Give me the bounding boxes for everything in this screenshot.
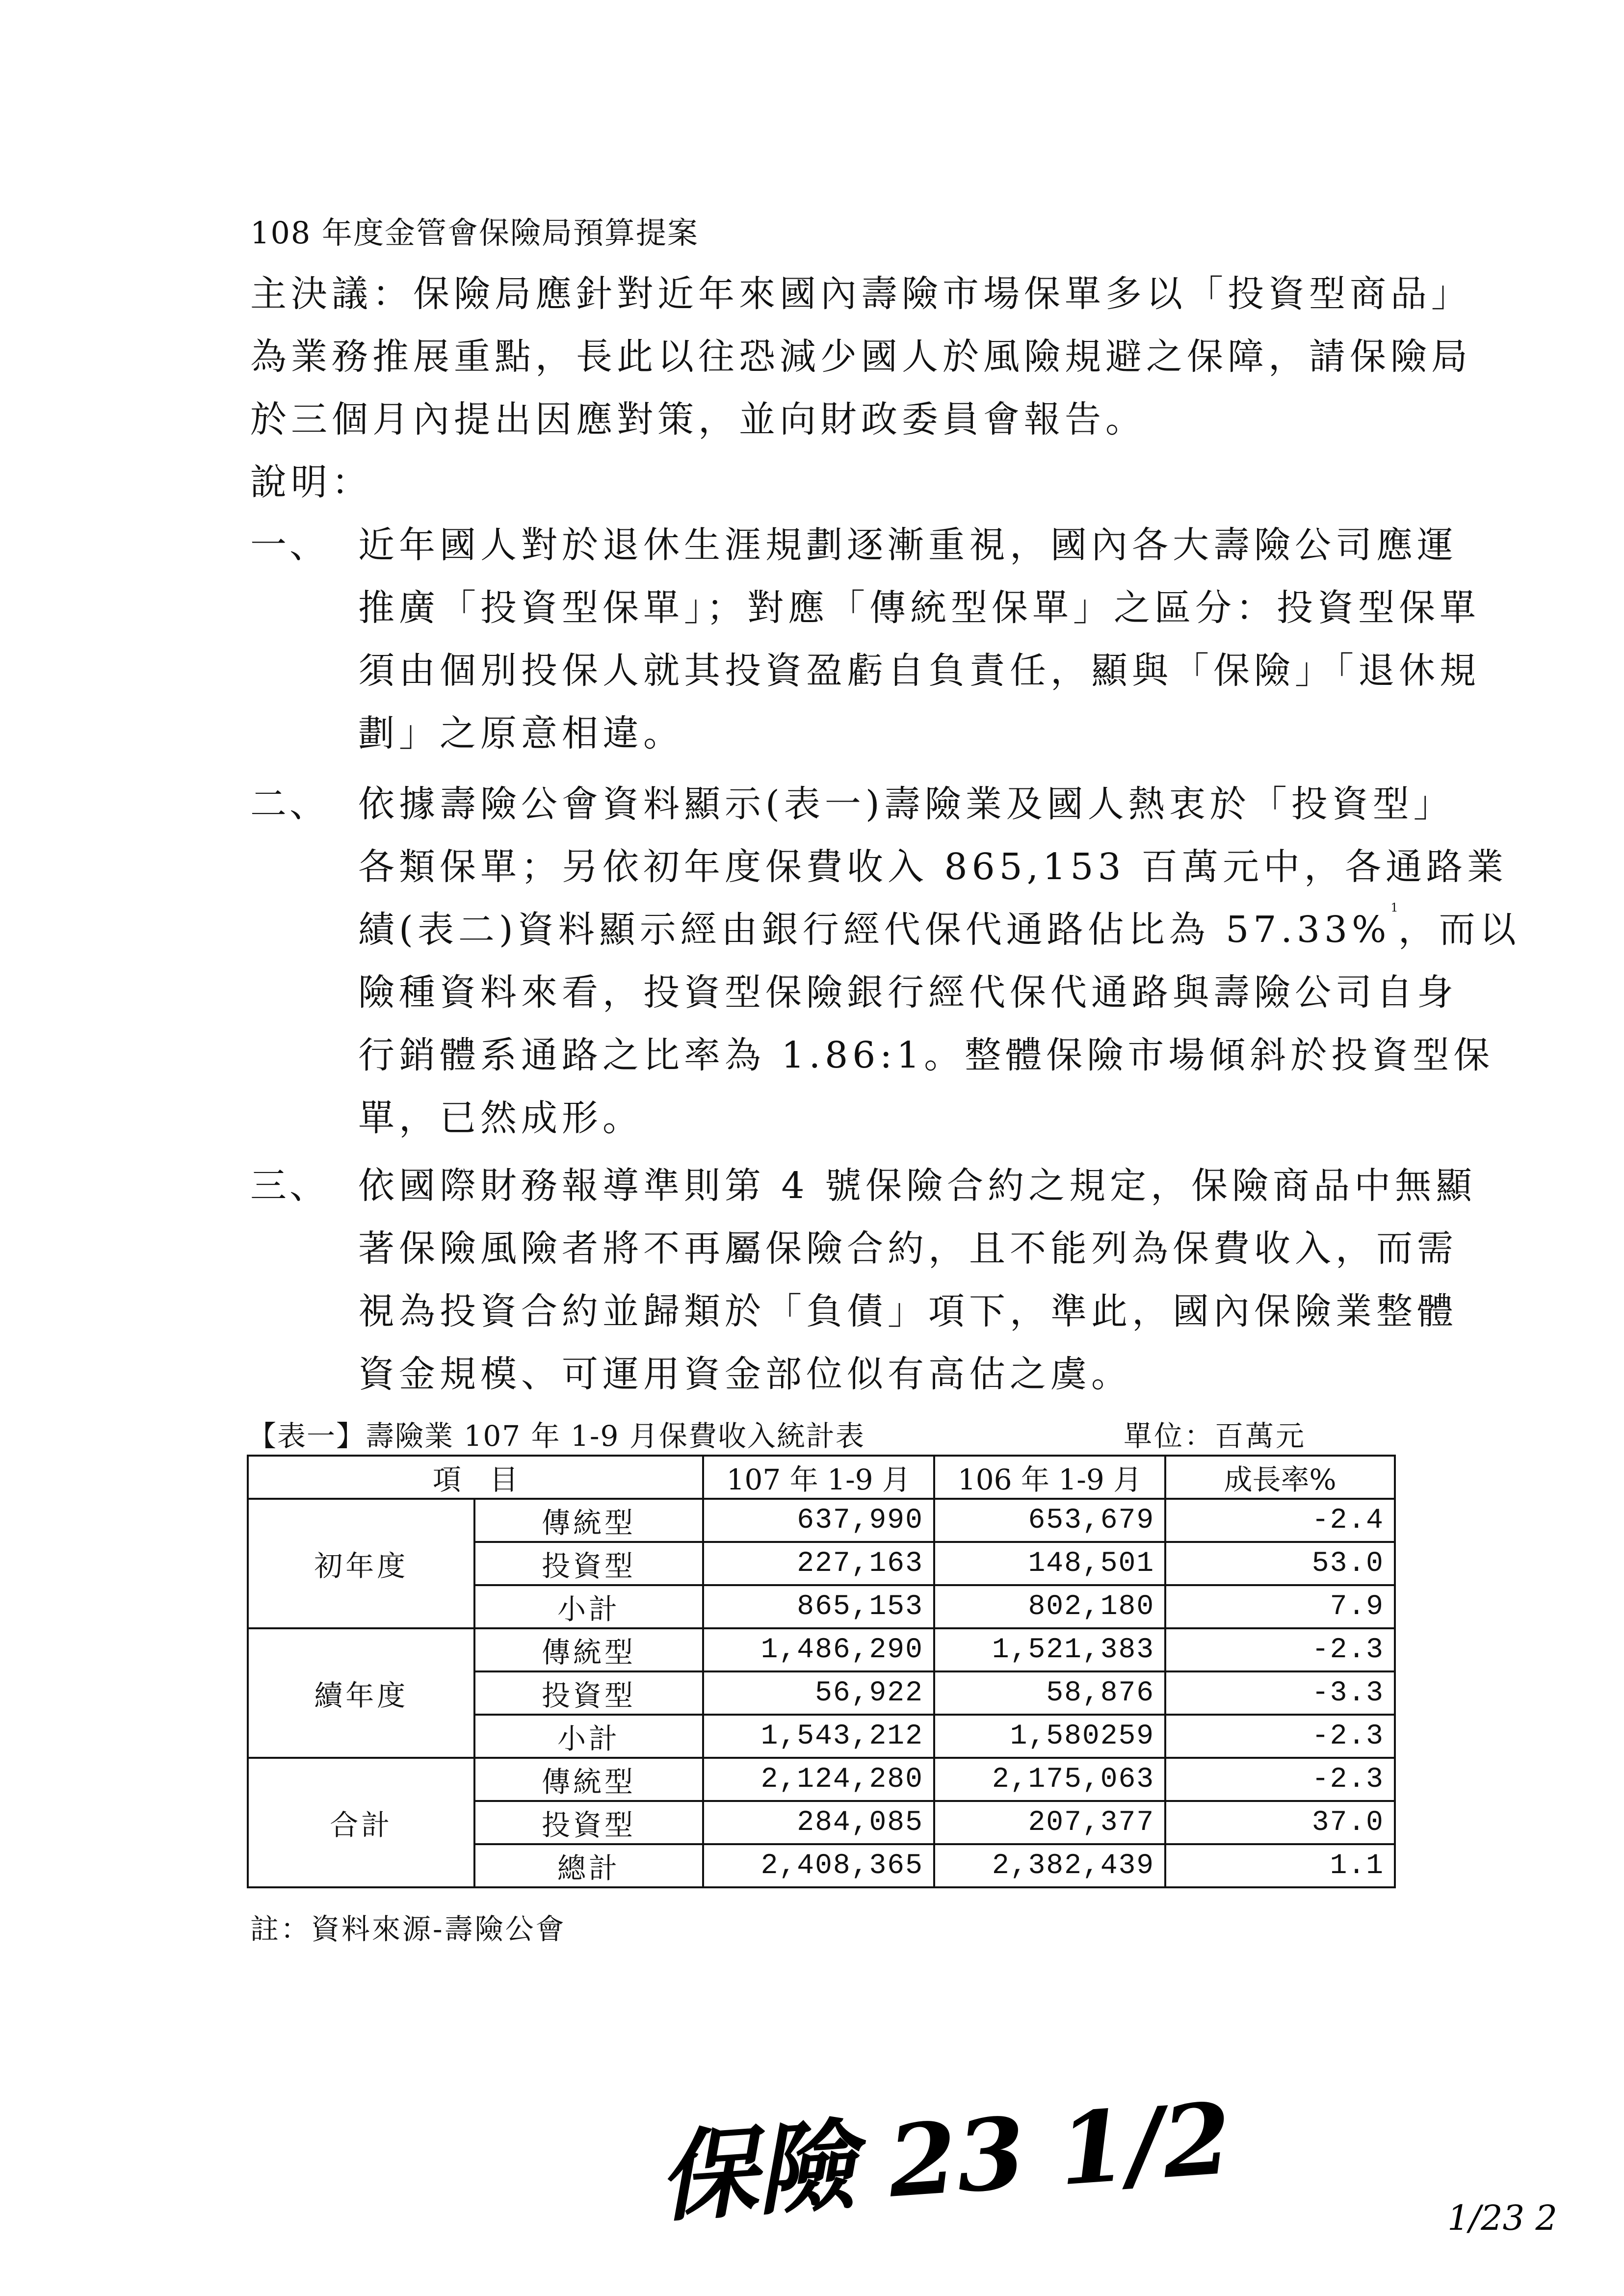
type-cell: 投資型 — [474, 1801, 703, 1844]
table-caption: 【表一】壽險業 107 年 1-9 月保費收入統計表 — [248, 1419, 865, 1453]
resolution-line: 為業務推展重點，長此以往恐減少國人於風險規避之保障，請保險局 — [250, 336, 1472, 378]
item-line: 依國際財務報導準則第 4 號保險合約之規定，保險商品中無顯 — [358, 1165, 1477, 1207]
value-106-cell: 2,382,439 — [934, 1844, 1165, 1887]
value-106-cell: 207,377 — [934, 1801, 1165, 1844]
type-cell: 總計 — [474, 1844, 703, 1887]
growth-cell: -2.3 — [1165, 1758, 1395, 1801]
item-line: 資金規模、可運用資金部位似有高估之虞。 — [358, 1353, 1132, 1395]
value-107-cell: 637,990 — [703, 1499, 934, 1542]
value-106-cell: 58,876 — [934, 1671, 1165, 1715]
type-cell: 傳統型 — [474, 1628, 703, 1671]
item-line: 視為投資合約並歸類於「負債」項下，準此，國內保險業整體 — [358, 1290, 1458, 1332]
item-line-text: 績(表二)資料顯示經由銀行經代保代通路佔比為 57.33% — [358, 909, 1391, 951]
growth-cell: -2.3 — [1165, 1628, 1395, 1671]
growth-cell: 53.0 — [1165, 1542, 1395, 1585]
resolution-line: 主決議：保險局應針對近年來國內壽險市場保單多以「投資型商品」 — [250, 273, 1472, 315]
item-line: 行銷體系通路之比率為 1.86:1。整體保險市場傾斜於投資型保 — [358, 1034, 1494, 1076]
category-cell: 合計 — [248, 1758, 474, 1887]
table-unit: 單位：百萬元 — [1124, 1419, 1307, 1453]
value-106-cell: 148,501 — [934, 1542, 1165, 1585]
type-cell: 投資型 — [474, 1542, 703, 1585]
growth-cell: 1.1 — [1165, 1844, 1395, 1887]
growth-cell: 37.0 — [1165, 1801, 1395, 1844]
item-line — [358, 901, 1520, 953]
item-line: 險種資料來看，投資型保險銀行經代保代通路與壽險公司自身 — [358, 971, 1458, 1014]
type-cell: 傳統型 — [474, 1499, 703, 1542]
value-106-cell: 802,180 — [934, 1585, 1165, 1628]
explanation-label: 說明： — [250, 461, 372, 503]
item-line-tail: ，而以 — [1398, 909, 1520, 951]
item-marker: 一、 — [250, 524, 329, 566]
header-item: 項 目 — [248, 1456, 703, 1499]
document-title: 108 年度金管會保險局預算提案 — [250, 215, 699, 251]
header-107: 107 年 1-9 月 — [703, 1456, 934, 1499]
table-row — [248, 1758, 1395, 1801]
handwritten-page-mark: 1/23 2 — [1447, 2198, 1557, 2238]
growth-cell: 7.9 — [1165, 1585, 1395, 1628]
item-line: 推廣「投資型保單」；對應「傳統型保單」之區分：投資型保單 — [358, 587, 1480, 629]
handwritten-annotation: 保險 23 1/2 — [655, 2081, 1235, 2236]
value-107-cell: 227,163 — [703, 1542, 934, 1585]
item-line: 依據壽險公會資料顯示(表一)壽險業及國人熱衷於「投資型」 — [358, 783, 1454, 825]
value-107-cell: 1,543,212 — [703, 1715, 934, 1758]
type-cell: 投資型 — [474, 1671, 703, 1715]
table-header-row — [248, 1456, 1395, 1499]
resolution-line: 於三個月內提出因應對策，並向財政委員會報告。 — [250, 398, 1146, 441]
value-107-cell: 865,153 — [703, 1585, 934, 1628]
growth-cell: -2.4 — [1165, 1499, 1395, 1542]
value-107-cell: 1,486,290 — [703, 1628, 934, 1671]
item-line: 須由個別投保人就其投資盈虧自負責任，顯與「保險」「退休規 — [358, 650, 1480, 692]
value-106-cell: 1,580259 — [934, 1715, 1165, 1758]
type-cell: 小計 — [474, 1585, 703, 1628]
header-growth: 成長率% — [1165, 1456, 1395, 1499]
item-line: 各類保單；另依初年度保費收入 865,153 百萬元中，各通路業 — [358, 846, 1508, 888]
item-marker: 三、 — [250, 1165, 329, 1207]
item-line: 單，已然成形。 — [358, 1097, 643, 1139]
value-107-cell: 2,124,280 — [703, 1758, 934, 1801]
premium-income-table — [247, 1455, 1396, 1888]
type-cell: 小計 — [474, 1715, 703, 1758]
table-row — [248, 1499, 1395, 1542]
category-cell: 初年度 — [248, 1499, 474, 1628]
growth-cell: -2.3 — [1165, 1715, 1395, 1758]
growth-cell: -3.3 — [1165, 1671, 1395, 1715]
category-cell: 續年度 — [248, 1628, 474, 1758]
type-cell: 傳統型 — [474, 1758, 703, 1801]
table-note: 註：資料來源-壽險公會 — [250, 1912, 566, 1946]
value-106-cell: 2,175,063 — [934, 1758, 1165, 1801]
value-107-cell: 56,922 — [703, 1671, 934, 1715]
value-107-cell: 2,408,365 — [703, 1844, 934, 1887]
value-106-cell: 653,679 — [934, 1499, 1165, 1542]
item-line: 劃」之原意相違。 — [358, 712, 684, 755]
footnote-marker: 1 — [1390, 901, 1398, 914]
item-marker: 二、 — [250, 783, 329, 825]
header-106: 106 年 1-9 月 — [934, 1456, 1165, 1499]
value-107-cell: 284,085 — [703, 1801, 934, 1844]
item-line: 著保險風險者將不再屬保險合約，且不能列為保費收入，而需 — [358, 1227, 1458, 1270]
item-line: 近年國人對於退休生涯規劃逐漸重視，國內各大壽險公司應運 — [358, 524, 1458, 566]
value-106-cell: 1,521,383 — [934, 1628, 1165, 1671]
table-row — [248, 1628, 1395, 1671]
